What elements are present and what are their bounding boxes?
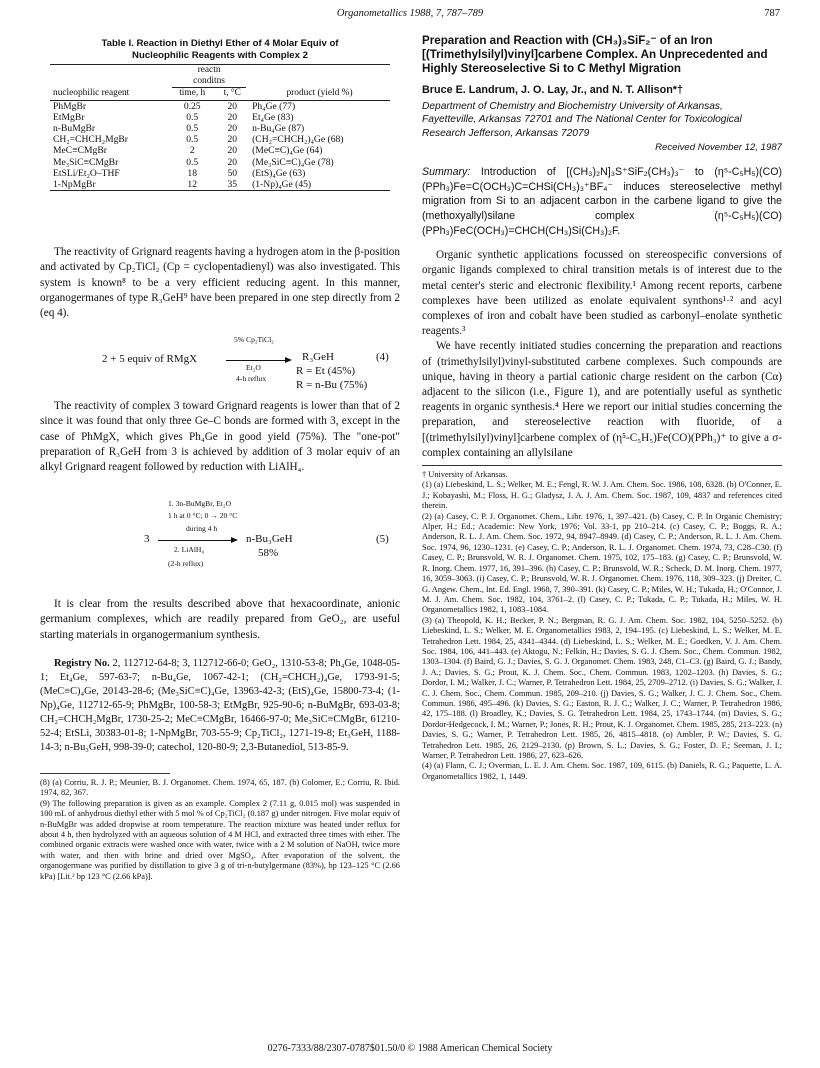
paragraph-intro: Organic synthetic applications focussed on stereospecific conversions of organic ligands complexed to chiral transition metals is of interest due to the metal center's steric and electronic flexibility.¹ Among recent reports, carbene complexes have been utilized as enolate equivalent synthons¹·² and acyl complexes of iron and cobalt have been studied as carbonyl–enolate synthetic reagents.³: [422, 249, 782, 338]
eq5-step2: 2. LiAlH₄: [174, 545, 205, 555]
left-column: [40, 38, 400, 882]
reaction-table: [50, 64, 390, 191]
eq5-number: (5): [376, 533, 389, 546]
eq4-catalyst: 5% Cp₂TiCl₂: [234, 335, 274, 345]
table-row: [50, 145, 390, 156]
cell-product: (MeC≡C)₄Ge (64): [252, 145, 323, 157]
col-header-temp: t, °C: [223, 88, 241, 99]
eq5-arrow: [158, 540, 236, 541]
eq5-start: 3: [144, 533, 150, 546]
cell-temp: 20: [227, 156, 238, 168]
col-header-product: product (yield %): [286, 88, 353, 99]
paragraph-grignard: The reactivity of Grignard reagents having a hydrogen atom in the β-position and activated by Cp₂TiCl₂ (Cp = cyclopentadienyl) was also investigated. This system is known⁸ to be a very efficient reducing agent. In this manner, organogermanes of type R₃GeH⁹ have been prepared in one step directly from 2 (eq 4).: [40, 246, 400, 320]
cell-temp: 20: [227, 123, 238, 135]
eq5-yield: 58%: [258, 547, 279, 560]
cell-reagent: n-BuMgBr: [53, 123, 96, 135]
cell-time: 0.25: [183, 100, 201, 112]
eq4-product: R₃GeH: [302, 351, 334, 364]
table-row: [50, 123, 390, 134]
cell-product: Et₄Ge (83): [252, 111, 294, 123]
footnote-8: (8) (a) Corriu, R. J. P.; Meunier, B. J. Organomet. Chem. 1974, 65, 187. (b) Colomer, E.; Corriu, R. Ibid. 1974, 82, 367.: [40, 777, 400, 798]
cell-temp: 35: [215, 179, 249, 191]
eq5-step2-condition: (2-h reflux): [168, 559, 204, 569]
eq4-lhs: 2 + 5 equiv of RMgX: [102, 353, 198, 366]
cell-temp: 20: [227, 100, 238, 112]
cell-product: n-Bu₄Ge (87): [252, 123, 305, 135]
cell-product: (Me₃SiC≡C)₄Ge (78): [252, 156, 334, 168]
table-row: [50, 157, 390, 168]
cell-time: 0.5: [186, 123, 199, 135]
cell-time: 18: [187, 167, 197, 179]
cell-product: (EtS)₄Ge (63): [252, 167, 306, 179]
paragraph-conclusion: It is clear from the results described above that hexacoordinate, anionic germanium complexes, which are readily prepared from GeO₂, are useful starting materials in organogermanium synthesis.: [40, 598, 400, 641]
paragraph-studies: We have recently initiated studies concerning the preparation and reactions of (trimethylsilyl)vinyl-substituted carbene complexes. Such compounds are unique, having in theory a partial cationic charge resident on the carbon (Cα) adjacent to the silicon (i.e., Figure 1), and are potentially useful as synthetic reagents in organic synthesis.⁴ Here we report our initial studies concerning the preparation, and stereoselective reaction with fluoride, of a [(trimethylsilyl)vinyl]carbene complex of (η⁵-C₅H₅)Fe(CO)(PPh₃)⁺ to give a σ-complex containing an allylsilane: [422, 340, 782, 459]
article-authors: Bruce E. Landrum, J. O. Lay, Jr., and N. T. Allison*†: [422, 84, 683, 96]
affiliations: Department of Chemistry and Biochemistry University of Arkansas, Fayetteville, Arkansas 72701 and The National Center for Toxicological Research Jefferson, Arkansas 72079: [422, 101, 742, 139]
cell-temp: 20: [227, 111, 238, 123]
running-header: [0, 8, 820, 26]
eq5-product: n-Bu₃GeH: [246, 533, 293, 546]
cell-time: 2: [189, 145, 195, 157]
col-header-reagent: nucleophilic reagent: [53, 88, 130, 99]
footnote-2: (2) (a) Casey, C. P. J. Organomet. Chem., Libr. 1976, 1, 397–421. (b) Casey, C. P. In Organic Chemistry; Alper, H.; Ed.; Academic: New York, 1976; Vol. 33-1, pp 210–214. (c) Casey, C. P.; Boggs, R. A.; Anderson, R. L. J. Am. Chem. Soc. 1972, 94, 8947–8949. (d) Casey, C. P.; Anderson, R. L. J. Am. Chem. Soc. 1974, 96, 1230–1231. (e) Casey, C. P.; Anderson, R. L. J. Organomet. Chem. 1974, 73, C28–C30. (f) Casey, C. P.; Brunsvold, W. R. J. Organomet. Chem. 1975, 102, 175–183. (g) Casey, C. P.; Brunsvold, W. R. Inorg. Chem. 1977, 16, 391–396. (h) Casey, C. P.; Brunsvold, W. R.; Scheck, D. M. Inorg. Chem. 1977, 16, 3059–3063. (i) Casey, C. P.; Brunsvold, W. R. J. Organomet. Chem. 1976, 118, 309–323. (j) Dreiter, C. G. Angew. Chem., Int. Ed. Engl. 1968, 7, 390–391. (k) Casey, C. P.; Miles, W. H.; Tukada, H.; O'Connor, J. M. J. Am. Chem. Soc. 1982, 104, 3761–2. (l) Casey, C. P.; Tukada, C. P.; Tukada, H.; Miles, W. H. Organometallics 1982, 1, 1083–1084.: [422, 511, 782, 615]
cell-temp: 20: [227, 134, 238, 146]
cell-temp: 20: [227, 145, 238, 157]
cell-product: (CH₂=CHCH₂)₄Ge (68): [252, 134, 344, 146]
received-date: Received November 12, 1987: [655, 142, 782, 154]
page-number: 787: [764, 8, 780, 19]
eq4-condition: 4-h reflux: [236, 374, 267, 384]
cell-product: Ph₄Ge (77): [252, 100, 296, 112]
footnote-9: (9) The following preparation is given as an example. Complex 2 (7.11 g, 0.015 mol) was suspended in 100 mL of anhydrous diethyl ether with 5 mol % of Cp₂TiCl₂ (0.187 g) under nitrogen. Five molar equiv of n-BuMgBr was added dropwise at room temperature. The reaction mixture was heated under reflux for about 4 h, then hydrolyzed with an aqueous solution of 4 M HCl, and extracted three times with ether. The combined organic extracts were washed once with water, twice with a 2 M solution of NaOH, twice more with water, and then with brine and dried over MgSO₄. After evaporation of the solvent, the organogermane was purified by distillation to give 3 g of tri-n-butylgermane (83%), bp 123–125 °C (2.66 kPa) [Lit.² bp 123 °C (2.66 kPa)].: [40, 798, 400, 881]
footnote-3: (3) (a) Theopold, K. H.; Becker, P. N.; Bergman, R. G. J. Am. Chem. Soc. 1982, 104, 5250–5252. (b) Liebeskind, L. S.; Welker, M. E. Organometallics 1983, 2, 194–195. (c) Liebeskind, L. S.; Welker, M. E. Tetrahedron Lett. 1984, 25, 4341–4344. (d) Liebeskind, L. S.; Welker, M. E.; Goedken, V. J. Am. Chem. Soc. 1984, 106, 441–443. (e) Aktogu, N.; Felkin, H.; Davies, S. G. J. Chem. Soc., Chem. Commun. 1982, 1303–1304. (f) Baird, G. J.; Davies, S. G. J. Organomet. Chem. 1983, 248, C1–C3. (g) Baird, G. J.; Bandy, J. A.; Davies, S. G.; Prout, K. J. Chem. Soc., Chem. Commun. 1983, 1202–1203. (h) Davies, S. G.; Dordor, I. M.; Walker, J. C.; Warner, P. Tetrahedron Lett. 1984, 25, 2709–2712. (i) Davies, S. G.; Walker, J. C. J. Chem. Soc., Chem. Commun. 1985, 209–210. (j) Davies, S. G.; Walker, J. C. J. Chem. Soc., Chem. Commun. 1986, 495–496. (k) Davies, S. G.; Easton, R. J. C.; Walker, J. C.; Warner, P. Tetrahedron 1986, 42, 175–188. (l) Broadley, K.; Davies, S. G. Tetrahedron Lett. 1984, 25, 1743–1744. (m) Davies, S. G.; Dordor-Hedgecock, I. M.; Warner, P.; Jones, R. H.; Prout, K. J. Organomet. Chem. 1985, 285, 213–223. (n) Davies, S. G.; Warner, P. Tetrahedron Lett. 1985, 26, 4815–4818. (o) Ambler, P. W.; Davies, S. G. Tetrahedron Lett. 1985, 26, 2129–2130. (p) Brown, S. L.; Davies, S. G.; Foster, D. F.; Seeman, J. I.; Warner, P. Tetrahedron Lett. 1986, 27, 623–626.: [422, 615, 782, 760]
table-row: [50, 112, 390, 123]
cell-reagent: PhMgBr: [53, 100, 87, 112]
group-header: reactn conditns: [169, 65, 249, 89]
journal-citation: Organometallics 1988, 7, 787–789: [336, 8, 484, 19]
cell-temp: 50: [227, 167, 238, 179]
cell-product: (1-Np)₄Ge (45): [249, 179, 390, 191]
registry-numbers: Registry No. 2, 112712-64-8; 3, 112712-66-0; GeO₂, 1310-53-8; Ph₄Ge, 1048-05-1; Et₄Ge, 597-63-7; n-Bu₄Ge, 1067-42-1; (CH₂=CHCH₂)₄Ge, 1793-91-5; (MeC≡C)₄Ge, 20143-28-6; (Me₃SiC≡C)₄Ge, 13963-42-3; (EtS)₄Ge, 15800-73-4; (1-Np)₄Ge, 112712-65-9; PhMgBr, 100-58-3; EtMgBr, 925-90-6; n-BuMgBr, 693-03-8; CH₂=CHCH₂MgBr, 1730-25-2; MeC≡CMgBr, 16466-97-0; Me₃SiC≡CMgBr, 61210-52-4; EtSLi, 30383-01-8; 1-NpMgBr, 703-55-9; Cp₂TiCl₂, 1271-19-8; Et₃GeH, 1188-14-3; n-Bu₃GeH, 998-39-0; catechol, 120-80-9; 2,3-Butanediol, 513-85-9.: [40, 657, 400, 753]
cell-time: 0.5: [186, 111, 199, 123]
article-title: Preparation and Reaction with (CH₃)₃SiF₂⁻ of an Iron [(Trimethylsilyl)vinyl]carbene Complex. An Unprecedented and Highly Stereoselective Si to C Methyl Migration: [422, 34, 768, 75]
table-caption: Table I. Reaction in Diethyl Ether of 4 Molar Equiv of Nucleophilic Reagents with Complex 2: [101, 38, 339, 61]
eq5-step1: 1. 3n-BuMgBr, Et₂O: [168, 499, 232, 509]
right-column: [422, 34, 782, 782]
eq5-step1-time: during 4 h: [186, 524, 218, 534]
cell-reagent: 1-NpMgBr: [50, 179, 169, 191]
cell-reagent: Me₃SiC≡CMgBr: [53, 156, 119, 168]
eq5-step1-temp: 1 h at 0 °C; 0 → 20 °C: [168, 511, 238, 521]
footnote-4: (4) (a) Flann, C. J.; Overman, L. E. J. Am. Chem. Soc. 1987, 109, 6115. (b) Daniels, R. G.; Paquette, L. A. Organometallics 1982, 1, 1449.: [422, 761, 782, 781]
paragraph-complex3: The reactivity of complex 3 toward Grignard reagents is lower than that of 2 since it was found that only three Ge–C bonds are formed with 3, except in the case of PhMgX, which gives Ph₄Ge in good yield (75%). The "one-pot" preparation of R₃GeH from 3 is achieved by addition of 3 molar equiv of an alkyl Grignard reagent followed by reduction with LiAlH₄.: [40, 400, 400, 474]
footnote-1: (1) (a) Liebeskind, L. S.; Welker, M. E.; Fengl, R. W. J. Am. Chem. Soc. 1986, 108, 6328. (b) O'Conner, E. J.; Kobayashi, M.; Floss, H. G.; Gladysz, J. A. J. Am. Chem. Soc. 1987, 109, 4837 and references cited therein.: [422, 480, 782, 511]
page-footer: 0276-7333/88/2307-0787$01.50/0 © 1988 American Chemical Society: [267, 1043, 553, 1054]
summary: Summary: Introduction of [(CH₃)₂N]₃S⁺SiF₂(CH₃)₃⁻ to (η⁵-C₅H₅)(CO)(PPh₃)Fe=C(OCH₃)C=CHSi(CH₃)₃⁺BF₄⁻ induces stereoselective methyl migration from Si to an adjacent carbon in the carbene ligand to give the (methoxyallyl)silane complex (η⁵-C₅H₅)(CO)(PPh₃)FeC(OCH₃)=CHCH(CH₃)Si(CH₃)₂F.: [422, 166, 782, 237]
cell-reagent: CH₂=CHCH₂MgBr: [53, 134, 129, 146]
cell-time: 12: [169, 179, 215, 191]
table-row: [50, 134, 390, 145]
eq4-arrow: [226, 360, 290, 361]
table-row: [50, 168, 390, 179]
eq4-r1: R = Et (45%): [296, 365, 356, 378]
eq4-r2: R = n-Bu (75%): [296, 379, 368, 392]
cell-time: 0.5: [186, 134, 199, 146]
table-row: [50, 179, 390, 191]
col-header-time: time, h: [179, 88, 206, 99]
cell-reagent: EtSLi/Et₂O–THF: [53, 167, 120, 179]
cell-reagent: EtMgBr: [53, 111, 85, 123]
cell-reagent: MeC≡CMgBr: [53, 145, 107, 157]
footnote-dagger: † University of Arkansas.: [422, 470, 508, 480]
eq4-number: (4): [376, 351, 389, 364]
equation-4: [40, 329, 400, 392]
cell-time: 0.5: [186, 156, 199, 168]
eq4-solvent: Et₂O: [246, 363, 261, 373]
table-row: [50, 100, 390, 112]
equation-5: [40, 497, 400, 581]
